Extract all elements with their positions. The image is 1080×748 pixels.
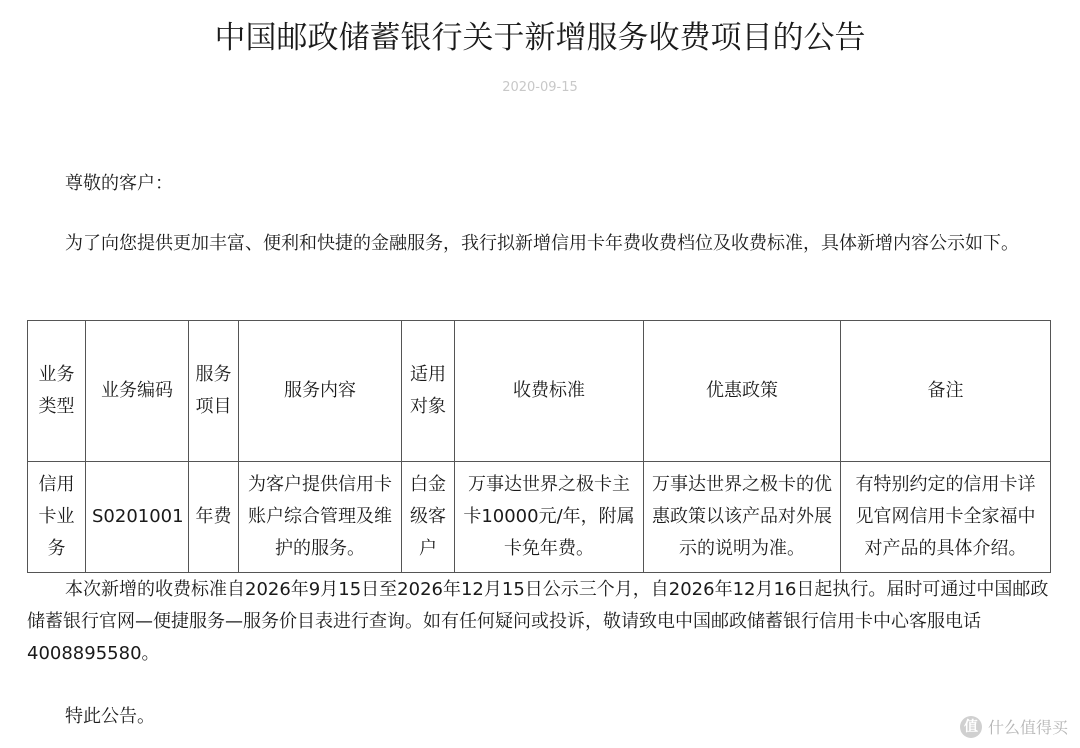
table-cell: 年费 — [189, 462, 239, 573]
watermark — [960, 715, 1068, 738]
intro-paragraph: 为了向您提供更加丰富、便利和快捷的金融服务，我行拟新增信用卡年费收费档位及收费标准，具体新增内容公示如下。 — [65, 233, 1019, 254]
watermark-text: 什么值得买 — [987, 718, 1068, 737]
effective-date-paragraph: 本次新增的收费标准自2026年9月15日至2026年12月15日公示三个月，自2026年12月16日起执行。届时可通过中国邮政储蓄银行官网—便捷服务—服务价目表进行查询。如有任何疑问或投诉，敬请致电中国邮政储蓄银行信用卡中心客服电话4008895580。 — [27, 579, 1049, 664]
greeting: 尊敬的客户： — [65, 173, 173, 194]
header-cell: 服务内容 — [239, 321, 402, 462]
table-row — [28, 462, 1051, 573]
table-cell: 白金级客户 — [402, 462, 455, 573]
zhi-logo-icon: 值 — [960, 716, 982, 738]
closing-text: 特此公告。 — [65, 706, 155, 727]
page-title: 中国邮政储蓄银行关于新增服务收费项目的公告 — [214, 20, 866, 56]
header-cell: 备注 — [841, 321, 1051, 462]
table-cell: 信用卡业务 — [28, 462, 86, 573]
table-cell: 有特别约定的信用卡详见官网信用卡全家福中对产品的具体介绍。 — [841, 462, 1051, 573]
table-cell: 万事达世界之极卡的优惠政策以该产品对外展示的说明为准。 — [644, 462, 841, 573]
table-cell: 为客户提供信用卡账户综合管理及维护的服务。 — [239, 462, 402, 573]
header-cell: 业务编码 — [86, 321, 189, 462]
table-cell: 万事达世界之极卡主卡10000元/年，附属卡免年费。 — [455, 462, 644, 573]
table-cell: S0201001 — [86, 462, 189, 573]
header-cell: 服务项目 — [189, 321, 239, 462]
header-cell: 业务类型 — [28, 321, 86, 462]
publish-date: 2020-09-15 — [502, 80, 578, 95]
header-cell: 收费标准 — [455, 321, 644, 462]
fee-table — [27, 320, 1051, 573]
header-cell: 适用对象 — [402, 321, 455, 462]
header-cell: 优惠政策 — [644, 321, 841, 462]
table-header-row — [28, 321, 1051, 462]
